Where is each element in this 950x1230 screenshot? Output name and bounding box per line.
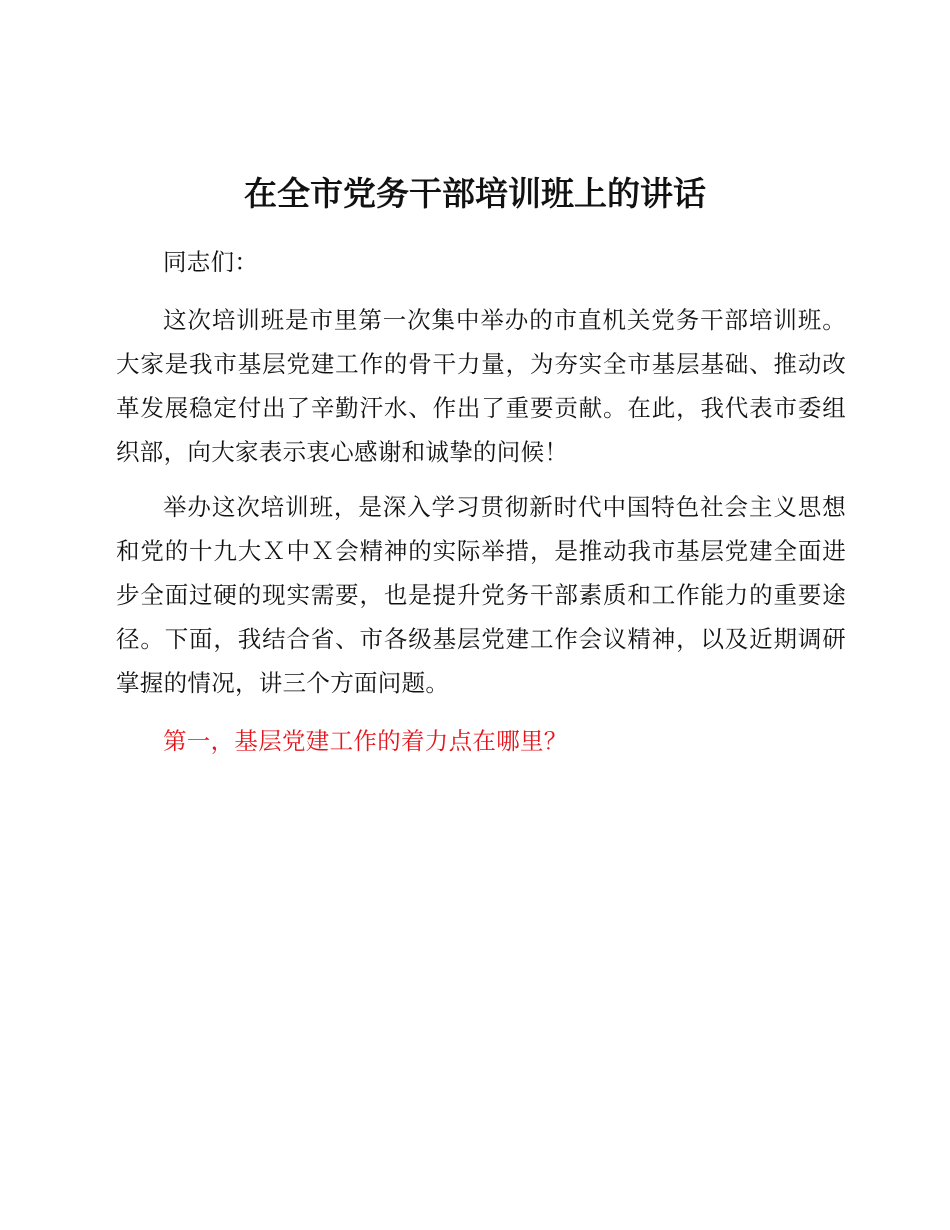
paragraph-1: 这次培训班是市里第一次集中举办的市直机关党务干部培训班。大家是我市基层党建工作的骨干力量，为夯实全市基层基础、推动改革发展稳定付出了辛勤汗水、作出了重要贡献。在此，我代表市委组织部，向大家表示衷心感谢和诚挚的问候！ bbox=[116, 306, 846, 466]
document-title: 在全市党务干部培训班上的讲话 bbox=[244, 174, 706, 213]
section-heading: 第一，基层党建工作的着力点在哪里？ bbox=[163, 727, 568, 755]
salutation: 同志们： bbox=[163, 248, 259, 276]
paragraph-2: 举办这次培训班，是深入学习贯彻新时代中国特色社会主义思想和党的十九大Ｘ中Ｘ会精神的实际举措，是推动我市基层党建全面进步全面过硬的现实需要，也是提升党务干部素质和工作能力的重要途径。下面，我结合省、市各级基层党建工作会议精神，以及近期调研掌握的情况，讲三个方面问题。 bbox=[116, 493, 846, 697]
